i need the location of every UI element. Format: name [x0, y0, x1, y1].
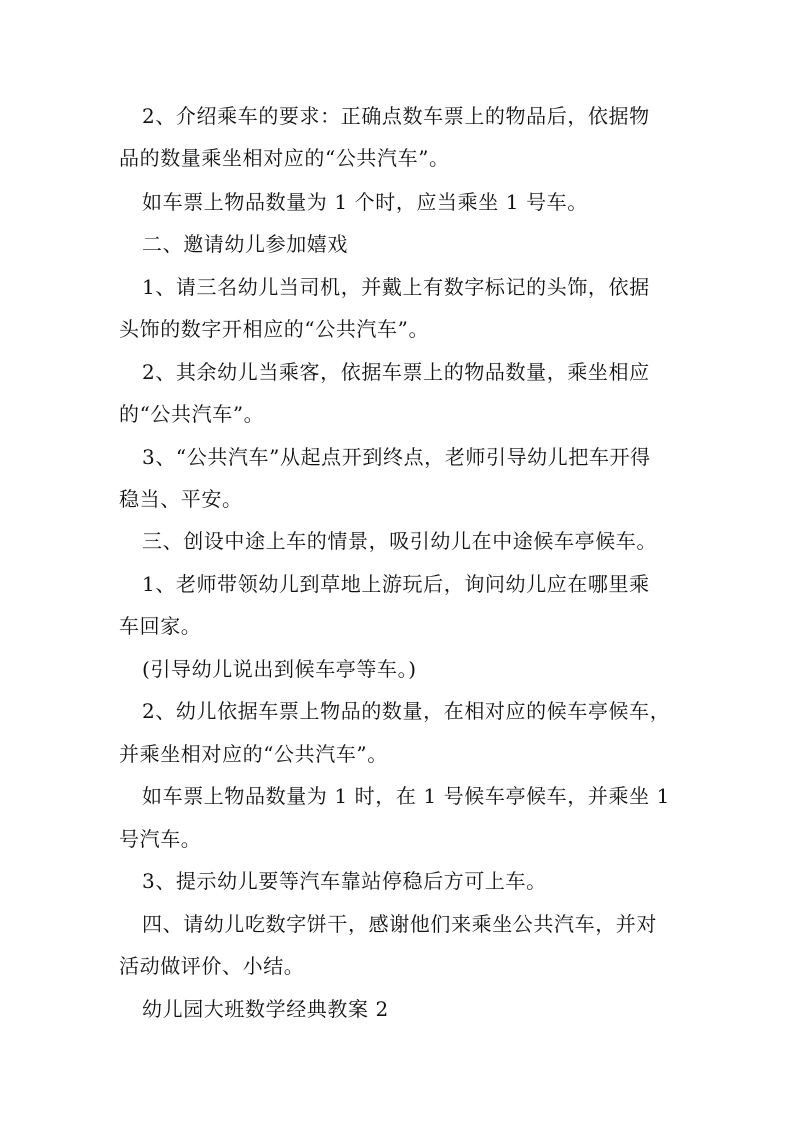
paragraph-line: 稳当、平安。: [119, 487, 243, 511]
paragraph-line: 2、其余幼儿当乘客，依据车票上的物品数量，乘坐相应: [142, 360, 650, 384]
paragraph-line: 品的数量乘坐相对应的“公共汽车”。: [119, 146, 450, 170]
paragraph-line: 的“公共汽车”。: [119, 402, 265, 426]
paragraph-line: 3、提示幼儿要等汽车靠站停稳后方可上车。: [142, 869, 547, 893]
section-heading: 二、邀请幼儿参加嬉戏: [142, 232, 348, 256]
paragraph-line: 1、请三名幼儿当司机，并戴上有数字标记的头饰，依据: [142, 275, 650, 299]
paragraph-line: 车回家。: [119, 614, 202, 638]
document-title: 幼儿园大班数学经典教案 2: [142, 997, 389, 1021]
section-heading: 四、请幼儿吃数字饼干，感谢他们来乘坐公共汽车，并对: [142, 912, 657, 936]
paragraph-line: 如车票上物品数量为 1 时，在 1 号候车亭候车，并乘坐 1: [142, 784, 670, 808]
paragraph-line: 头饰的数字开相应的“公共汽车”。: [119, 317, 430, 341]
paragraph-line: (引导幼儿说出到候车亭等车。): [142, 657, 417, 681]
paragraph-line: 3、“公共汽车”从起点开到终点，老师引导幼儿把车开得: [142, 445, 651, 469]
paragraph-line: 号汽车。: [119, 827, 202, 851]
paragraph-line: 并乘坐相对应的“公共汽车”。: [119, 742, 388, 766]
section-heading: 三、创设中途上车的情景，吸引幼儿在中途候车亭候车。: [142, 529, 657, 553]
paragraph-line: 活动做评价、小结。: [119, 954, 305, 978]
paragraph-line: 如车票上物品数量为 1 个时，应当乘坐 1 号车。: [142, 190, 588, 214]
paragraph-line: 2、幼儿依据车票上物品的数量，在相对应的候车亭候车，: [142, 699, 671, 723]
paragraph-line: 1、老师带领幼儿到草地上游玩后，询问幼儿应在哪里乘: [142, 572, 650, 596]
paragraph-line: 2、介绍乘车的要求：正确点数车票上的物品后，依据物: [142, 104, 650, 128]
